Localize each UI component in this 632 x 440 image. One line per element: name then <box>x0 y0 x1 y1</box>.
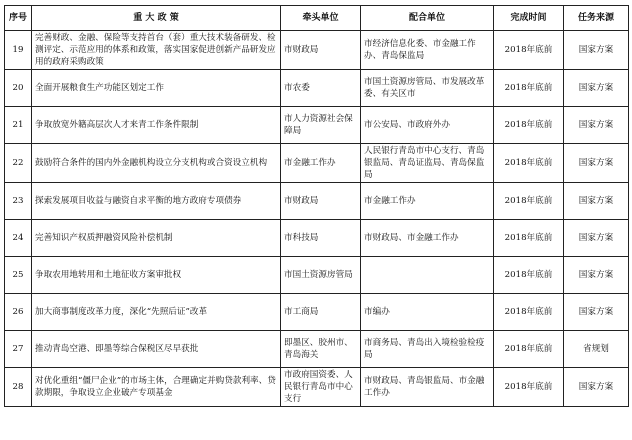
table-row <box>5 183 629 220</box>
table-row <box>5 257 629 294</box>
row-coop: 市商务局、青岛出入境检验检疫局 <box>361 331 494 368</box>
table-row <box>5 294 629 331</box>
row-due: 2018年底前 <box>494 368 564 407</box>
table-row <box>5 107 629 144</box>
row-lead: 市工商局 <box>281 294 361 331</box>
policy-table <box>4 5 629 407</box>
table-row <box>5 368 629 407</box>
row-source: 国家方案 <box>564 144 629 183</box>
row-source: 省规划 <box>564 331 629 368</box>
row-due: 2018年底前 <box>494 31 564 70</box>
row-policy: 探索发展项目收益与融资自求平衡的地方政府专项债券 <box>32 183 281 220</box>
row-coop: 市编办 <box>361 294 494 331</box>
table-row <box>5 331 629 368</box>
row-policy: 完善知识产权质押融资风险补偿机制 <box>32 220 281 257</box>
row-policy: 对优化重组“僵尸企业”的市场主体，合理确定并购贷款利率、贷款期限，争取设立企业破产专项基金 <box>32 368 281 407</box>
row-policy: 推动青岛空港、即墨等综合保税区尽早获批 <box>32 331 281 368</box>
row-coop: 市公安局、市政府外办 <box>361 107 494 144</box>
row-num: 23 <box>5 183 32 220</box>
row-due: 2018年底前 <box>494 220 564 257</box>
policy-table-container <box>4 5 628 407</box>
row-lead: 即墨区、胶州市、青岛海关 <box>281 331 361 368</box>
row-due: 2018年底前 <box>494 70 564 107</box>
row-due: 2018年底前 <box>494 144 564 183</box>
header-coop: 配合单位 <box>361 6 494 31</box>
row-due: 2018年底前 <box>494 107 564 144</box>
row-coop: 市财政局、青岛银监局、市金融工作办 <box>361 368 494 407</box>
row-num: 27 <box>5 331 32 368</box>
row-source: 国家方案 <box>564 220 629 257</box>
row-coop: 市经济信息化委、市金融工作办、青岛保监局 <box>361 31 494 70</box>
row-lead: 市国土资源房管局 <box>281 257 361 294</box>
row-source: 国家方案 <box>564 70 629 107</box>
row-num: 24 <box>5 220 32 257</box>
row-num: 21 <box>5 107 32 144</box>
row-coop: 市财政局、市金融工作办 <box>361 220 494 257</box>
row-num: 25 <box>5 257 32 294</box>
row-due: 2018年底前 <box>494 331 564 368</box>
header-due: 完成时间 <box>494 6 564 31</box>
table-row <box>5 31 629 70</box>
row-source: 国家方案 <box>564 107 629 144</box>
row-policy: 全面开展粮食生产功能区划定工作 <box>32 70 281 107</box>
row-lead: 市人力资源社会保障局 <box>281 107 361 144</box>
header-source: 任务来源 <box>564 6 629 31</box>
row-lead: 市金融工作办 <box>281 144 361 183</box>
header-policy: 重 大 政 策 <box>32 6 281 31</box>
row-due: 2018年底前 <box>494 183 564 220</box>
row-source: 国家方案 <box>564 257 629 294</box>
row-coop <box>361 257 494 294</box>
row-coop: 市金融工作办 <box>361 183 494 220</box>
row-num: 28 <box>5 368 32 407</box>
table-row <box>5 144 629 183</box>
table-header-row <box>5 6 629 31</box>
row-lead: 市农委 <box>281 70 361 107</box>
header-lead: 牵头单位 <box>281 6 361 31</box>
row-source: 国家方案 <box>564 183 629 220</box>
row-due: 2018年底前 <box>494 294 564 331</box>
row-source: 国家方案 <box>564 31 629 70</box>
row-coop: 市国土资源房管局、市发展改革委、有关区市 <box>361 70 494 107</box>
header-num: 序号 <box>5 6 32 31</box>
row-policy: 争取放宽外籍高层次人才来青工作条件限制 <box>32 107 281 144</box>
row-policy: 鼓励符合条件的国内外金融机构设立分支机构或合资设立机构 <box>32 144 281 183</box>
table-row <box>5 220 629 257</box>
row-coop: 人民银行青岛市中心支行、青岛银监局、青岛证监局、青岛保监局 <box>361 144 494 183</box>
row-source: 国家方案 <box>564 294 629 331</box>
row-lead: 市科技局 <box>281 220 361 257</box>
row-num: 26 <box>5 294 32 331</box>
row-due: 2018年底前 <box>494 257 564 294</box>
table-row <box>5 70 629 107</box>
row-policy: 加大商事制度改革力度，深化“先照后证”改革 <box>32 294 281 331</box>
row-policy: 争取农用地转用和土地征收方案审批权 <box>32 257 281 294</box>
row-num: 19 <box>5 31 32 70</box>
row-lead: 市政府国资委、人民银行青岛市中心支行 <box>281 368 361 407</box>
row-num: 20 <box>5 70 32 107</box>
row-policy: 完善财政、金融、保险等支持首台（套）重大技术装备研发、检测评定、示范应用的体系和政策，落实国家促进创新产品研发应用的政府采购政策 <box>32 31 281 70</box>
row-lead: 市财政局 <box>281 183 361 220</box>
row-lead: 市财政局 <box>281 31 361 70</box>
row-source: 国家方案 <box>564 368 629 407</box>
row-num: 22 <box>5 144 32 183</box>
